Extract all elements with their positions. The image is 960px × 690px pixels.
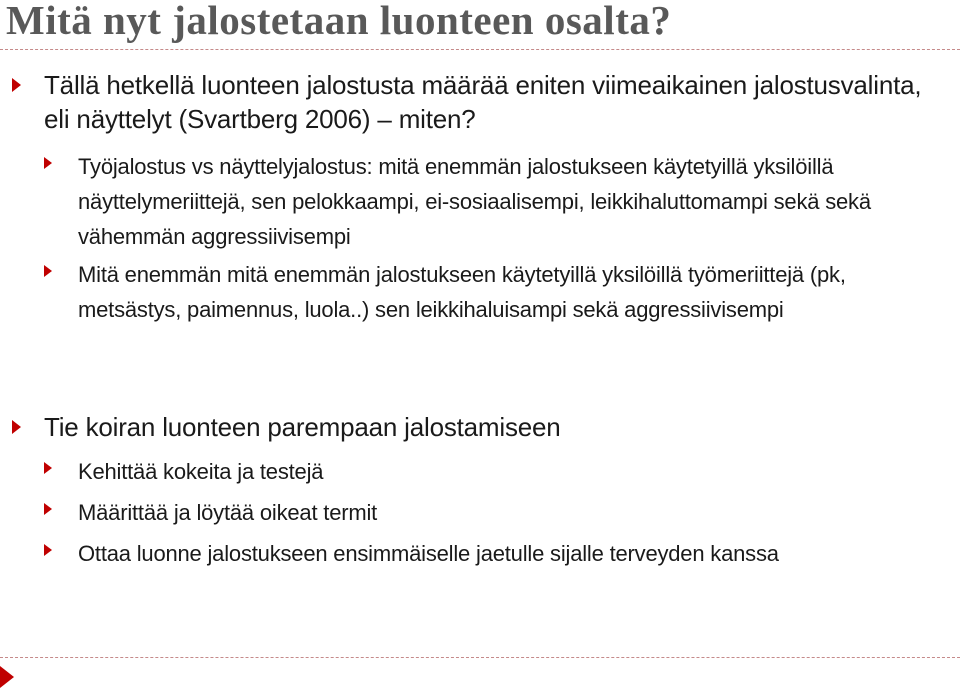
triangle-right-icon [44,265,52,277]
bullet-2-text: Tie koiran luonteen parempaan jalostamiseen [44,412,561,442]
bullet-2-3-text: Ottaa luonne jalostukseen ensimmäiselle jaetulle sijalle terveyden kanssa [78,541,779,566]
corner-triangle-icon [0,666,14,688]
triangle-right-icon [44,503,52,515]
bullet-2-2-text: Määrittää ja löytää oikeat termit [78,500,378,525]
top-divider [0,49,960,50]
bullet-2 [44,410,944,444]
bullet-2-2 [78,495,948,530]
bullet-2-1 [78,454,948,489]
triangle-right-icon [12,420,21,434]
triangle-right-icon [44,157,52,169]
bullet-1-2 [78,257,948,327]
bullet-1-1-text: Työjalostus vs näyttelyjalostus: mitä enemmän jalostukseen käytetyillä yksilöillä näyttelymeriittejä, sen pelokkaampi, ei-sosiaalisempi, leikkihaluttomampi sekä sekä vähemmän aggressiivisempi [78,154,871,249]
bullet-2-1-text: Kehittää kokeita ja testejä [78,459,324,484]
triangle-right-icon [44,462,52,474]
triangle-right-icon [12,78,21,92]
bullet-1-text: Tällä hetkellä luonteen jalostusta määrää eniten viimeaikainen jalostusvalinta, eli näyttelyt (Svartberg 2006) – miten? [44,70,922,134]
slide-title: Mitä nyt jalostetaan luonteen osalta? [6,0,672,43]
bullet-1-1 [78,149,948,254]
triangle-right-icon [44,544,52,556]
bullet-2-3 [78,536,948,571]
bullet-1 [44,68,944,136]
bottom-divider [0,657,960,658]
bullet-1-2-text: Mitä enemmän mitä enemmän jalostukseen käytetyillä yksilöillä työmeriittejä (pk, metsästys, paimennus, luola..) sen leikkihaluisampi sekä aggressiivisempi [78,262,846,322]
